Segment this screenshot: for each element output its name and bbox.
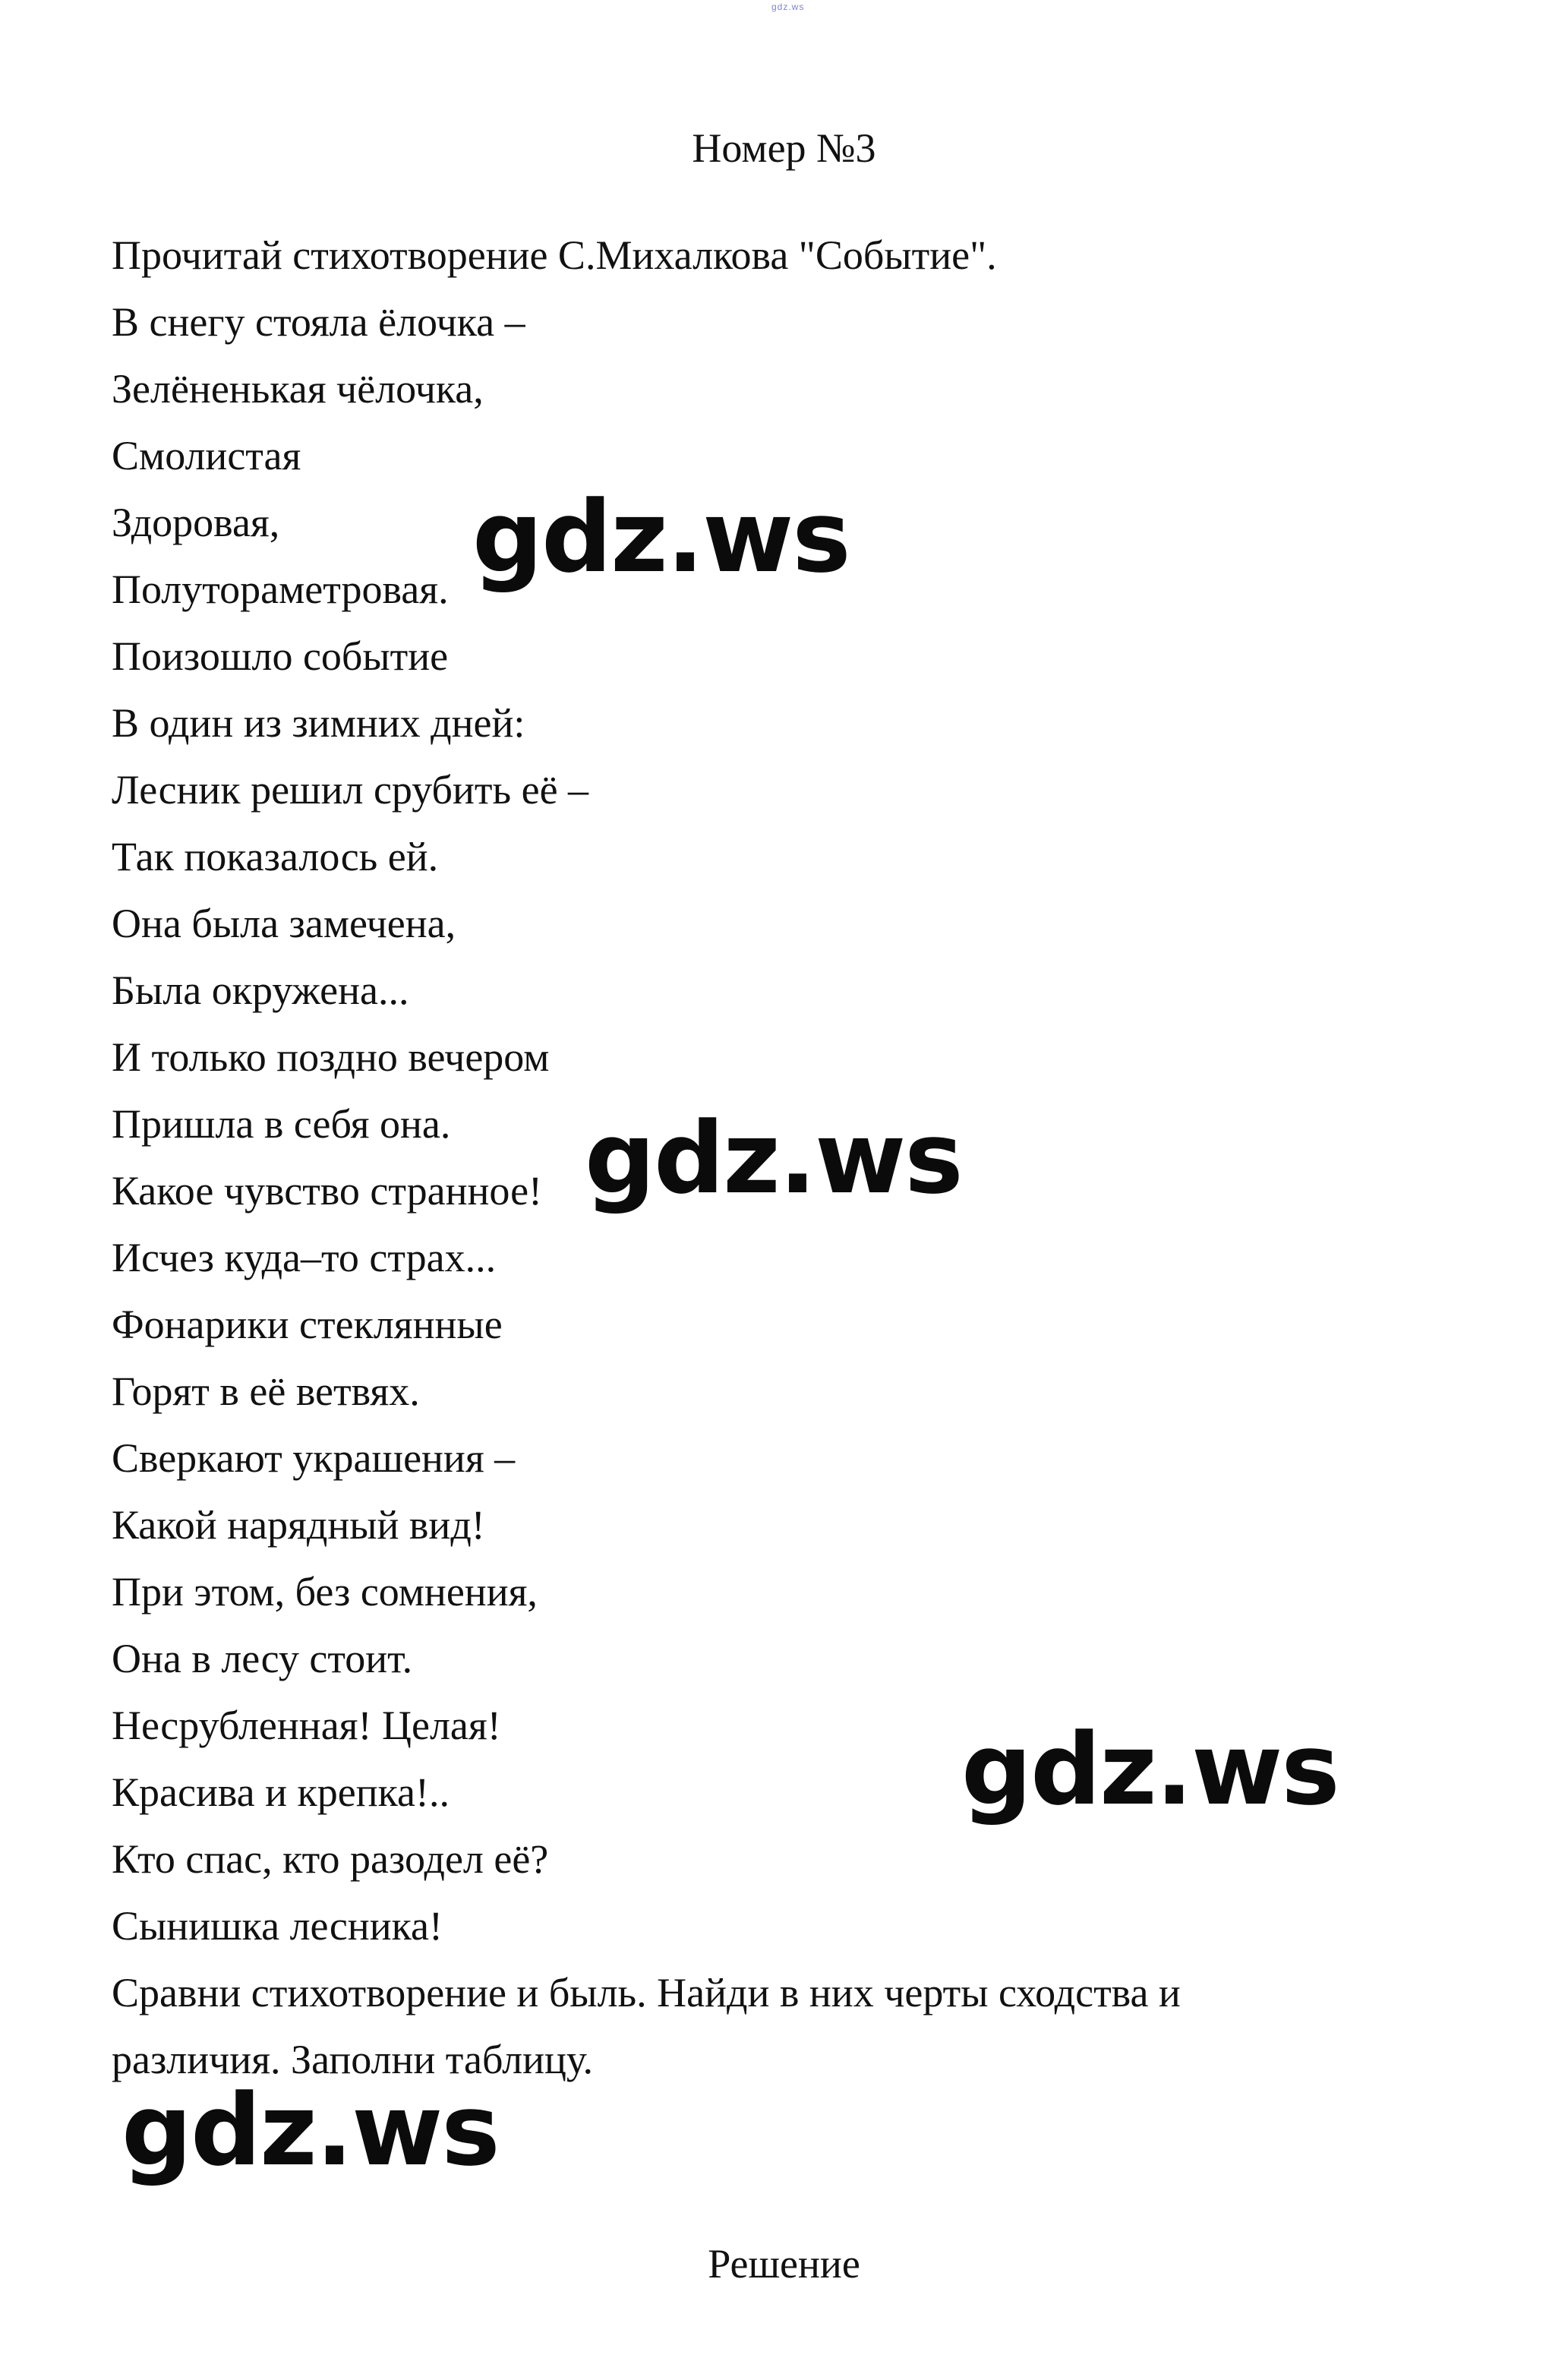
poem-line: И только поздно вечером xyxy=(112,1034,550,1080)
poem-line: Здоровая, xyxy=(112,500,280,545)
task-line: Сравни стихотворение и быль. Найди в них черты сходства и xyxy=(112,1970,1181,2015)
poem-line: Полутораметровая. xyxy=(112,567,449,612)
poem-line: Какой нарядный вид! xyxy=(112,1502,485,1548)
solution-heading: Решение xyxy=(708,2241,860,2287)
poem-line: Она была замечена, xyxy=(112,901,456,946)
top-watermark-mark: gdz.ws xyxy=(771,2,805,12)
poem-line: Пришла в себя она. xyxy=(112,1101,451,1147)
poem-line: Горят в её ветвях. xyxy=(112,1368,420,1414)
poem-line: Была окружена... xyxy=(112,967,409,1013)
page-title: Номер №3 xyxy=(692,125,876,171)
poem-line: Кто спас, кто разодел её? xyxy=(112,1836,549,1882)
intro-line: Прочитай стихотворение С.Михалкова "Событие". xyxy=(112,232,997,278)
poem-line: Фонарики стеклянные xyxy=(112,1302,503,1347)
poem-line: Какое чувство странное! xyxy=(112,1168,543,1214)
poem-line: Смолистая xyxy=(112,433,301,478)
poem-line: Сынишка лесника! xyxy=(112,1903,443,1949)
poem-line: В один из зимних дней: xyxy=(112,700,525,746)
poem-line: В снегу стояла ёлочка – xyxy=(112,299,525,345)
poem-line: Сверкают украшения – xyxy=(112,1435,516,1481)
poem-line: Зелёненькая чёлочка, xyxy=(112,366,484,412)
watermark-text: gdz.ws xyxy=(472,479,850,595)
poem-line: Лесник решил срубить её – xyxy=(112,767,589,813)
poem-line: Так показалось ей. xyxy=(112,834,439,879)
poem-line: Несрубленная! Целая! xyxy=(112,1703,501,1748)
task-line: различия. Заполни таблицу. xyxy=(112,2037,593,2082)
watermark-text: gdz.ws xyxy=(961,1712,1339,1827)
poem-line: Поизошло событие xyxy=(112,633,449,679)
poem-line: Исчез куда–то страх... xyxy=(112,1235,497,1280)
watermark-text: gdz.ws xyxy=(585,1100,962,1216)
poem-line: При этом, без сомнения, xyxy=(112,1569,538,1615)
poem-line: Красива и крепка!.. xyxy=(112,1769,450,1815)
watermark-text: gdz.ws xyxy=(121,2072,499,2188)
poem-line: Она в лесу стоит. xyxy=(112,1636,413,1681)
